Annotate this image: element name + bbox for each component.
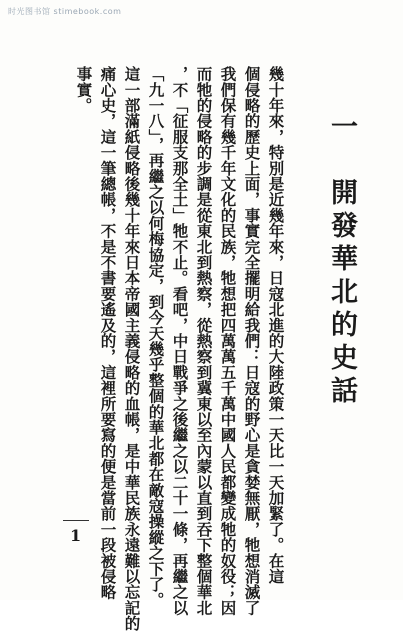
page-number: 1 (70, 526, 82, 545)
text-column-7: 這一部滿紙侵略後幾十年來日本帝國主義侵略的血帳，是中華民族永遠難以忘記的 (122, 66, 142, 631)
text-column-5: ，不「征服支那全土」牠不止。看吧，中日戰爭之後繼之以二十一條，再繼之以 (170, 66, 190, 616)
text-column-8: 痛心史，這一筆總帳，不是不書要遙及的，這裡所要寫的便是當前一段被侵略 (98, 66, 118, 600)
text-column-4: 而牠的侵略的步調是從東北到熱察，從熱察到冀東以至內蒙以直到吞下整個華北 (194, 66, 214, 616)
chapter-title: 一 開發華北的史話 (326, 112, 357, 409)
page-number-rule (63, 520, 89, 521)
text-column-6: 「九一八」，再繼之以何梅協定，到今天幾乎整個的華北都在敵寇操縱之下了。 (146, 66, 166, 608)
text-column-9: 事實。 (74, 66, 94, 114)
text-column-2: 個侵略的歷史上面，事實完全擺明給我們：日寇的野心是貪婪無厭，牠想消滅了 (242, 66, 262, 616)
text-column-1: 幾十年來，特別是近幾年來，日寇北進的大陸政策一天比一天加緊了。在這 (266, 66, 286, 585)
text-column-3: 我們保有幾千年文化的民族，牠想把四萬萬五千萬中國人民都變成牠的奴役；因 (218, 66, 238, 616)
watermark: 时光图书馆 stimebook.com (8, 7, 122, 16)
